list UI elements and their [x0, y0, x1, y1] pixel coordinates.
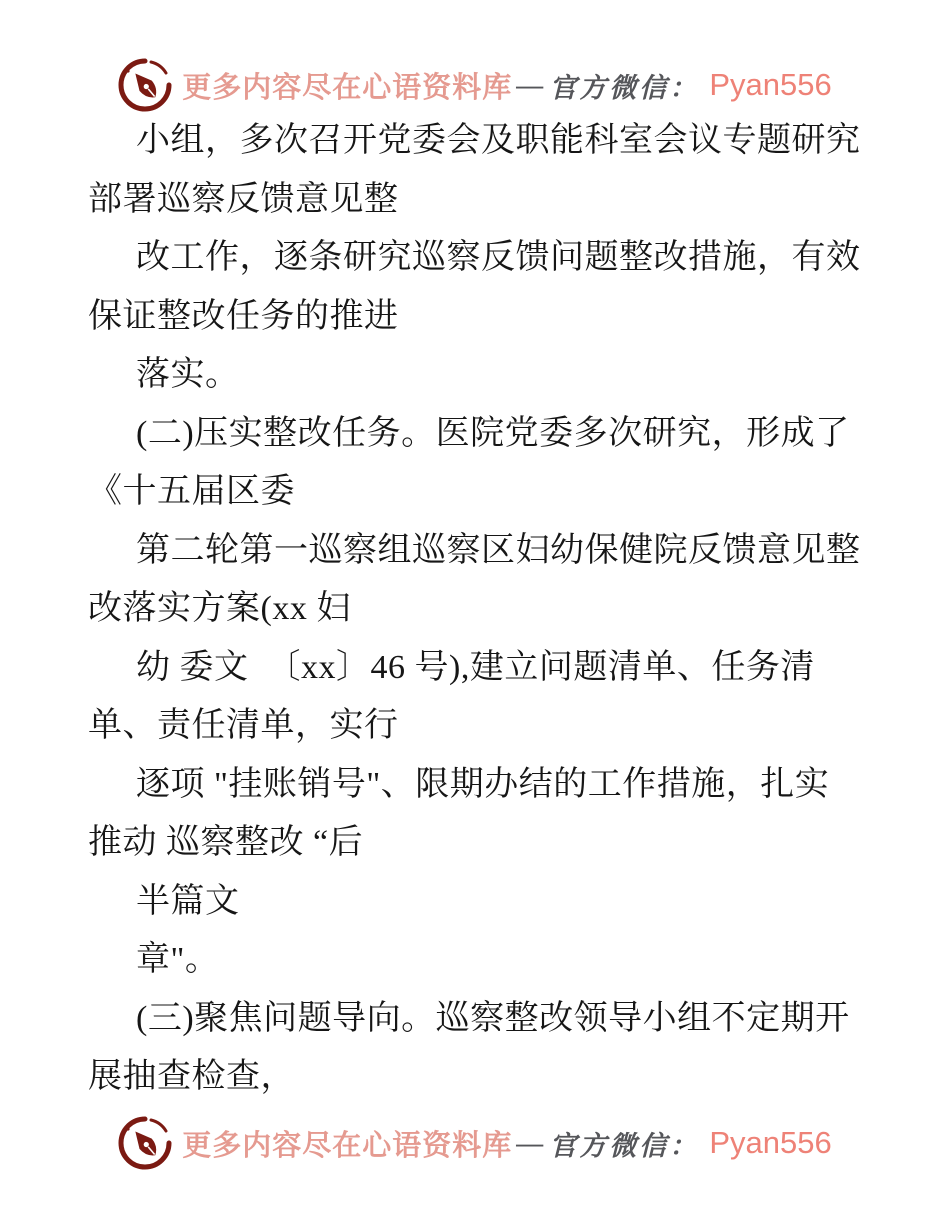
text-line: 逐项 "挂账销号"、限期办结的工作措施，扎实 [136, 765, 830, 803]
text-line: 章"。 [136, 941, 220, 978]
watermark-wechat-label: 官方微信： [549, 1130, 700, 1161]
text-line: 推动 巡察整改 “后 [88, 824, 364, 861]
text-line: 展抽查检查， [88, 1058, 295, 1095]
text-line: 改落实方案(xx 妇 [88, 590, 351, 627]
text-line: 幼 委文 〔xx〕46 号),建立问题清单、任务清 [136, 648, 815, 686]
text-line: 部署巡察反馈意见整 [88, 180, 399, 218]
text-line: 第二轮第一巡察组巡察区妇幼保健院反馈意见整 [136, 531, 861, 569]
watermark-site-text: 更多内容尽在心语资料库 [182, 71, 513, 104]
pen-nib-logo-icon [118, 1116, 172, 1170]
header-watermark [0, 58, 950, 112]
watermark-wechat-label: 官方微信： [549, 72, 700, 103]
text-line: 小组，多次召开党委会及职能科室会议专题研究 [136, 122, 861, 159]
watermark-wechat-id: Pyan556 [709, 1125, 832, 1160]
text-line: 保证整改任务的推进 [88, 297, 399, 335]
watermark-dash: — [516, 1127, 544, 1158]
text-line: 单、责任清单，实行 [88, 707, 399, 744]
footer-watermark [0, 1116, 950, 1170]
watermark-dash: — [516, 69, 544, 100]
watermark-wechat-id: Pyan556 [709, 67, 832, 102]
text-line: (三)聚焦问题导向。巡察整改领导小组不定期开 [136, 999, 850, 1037]
watermark-site-text: 更多内容尽在心语资料库 [182, 1129, 513, 1162]
text-line: (二)压实整改任务。医院党委多次研究，形成了 [136, 414, 850, 452]
pen-nib-logo-icon [118, 58, 172, 112]
document-body [88, 112, 862, 1107]
text-line: 落实。 [136, 356, 240, 393]
text-line: 改工作，逐条研究巡察反馈问题整改措施，有效 [136, 239, 861, 276]
text-line: 《十五届区委 [88, 473, 295, 510]
text-line: 半篇文 [136, 882, 240, 920]
